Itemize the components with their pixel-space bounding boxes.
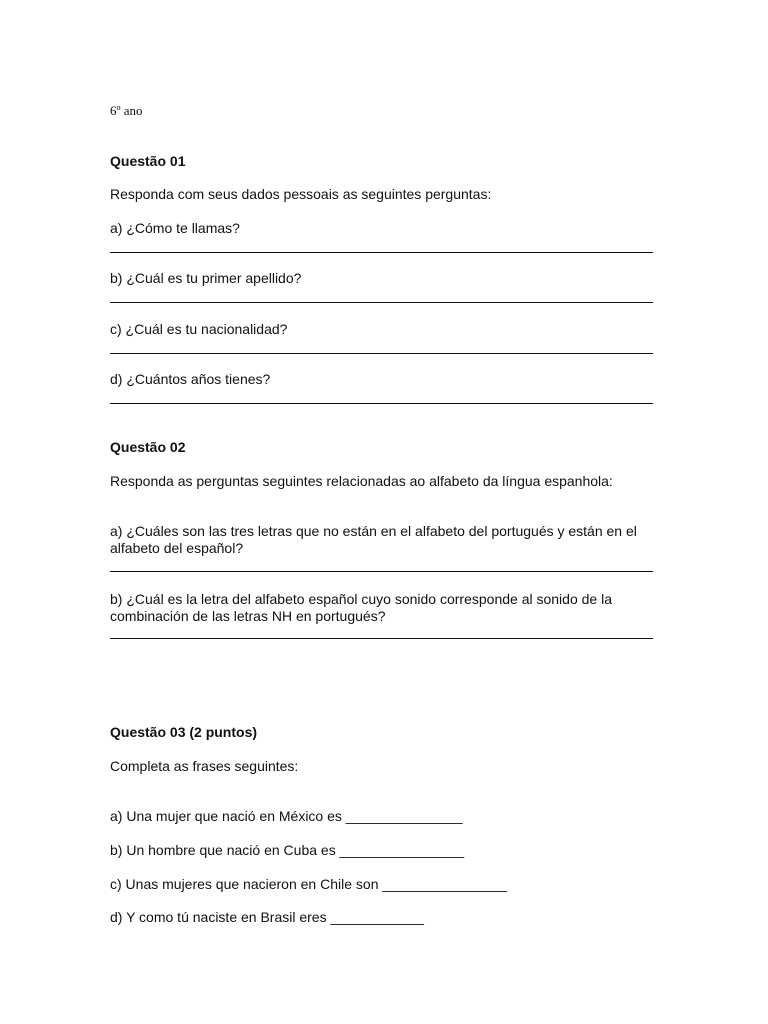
- question-01-heading: Questão 01: [110, 153, 186, 169]
- q2-item-b: b) ¿Cuál es la letra del alfabeto español cuyo sonido corresponde al sonido de la combinación de las letras NH en portugués?: [110, 591, 612, 624]
- grade-label: 6º ano: [110, 103, 143, 118]
- answer-line-q1-c[interactable]: [110, 353, 653, 354]
- q3-item-b: b) Un hombre que nació en Cuba es ________________: [110, 842, 465, 858]
- q1-item-a: a) ¿Cómo te llamas?: [110, 220, 240, 236]
- question-02-heading: Questão 02: [110, 439, 186, 455]
- question-03-instruction: Completa as frases seguintes:: [110, 758, 299, 774]
- q1-item-d: d) ¿Cuántos años tienes?: [110, 371, 271, 387]
- q2-item-a: a) ¿Cuáles son las tres letras que no están en el alfabeto del portugués y están en el alfabeto del español?: [110, 523, 637, 556]
- q3-item-c: c) Unas mujeres que nacieron en Chile son ________________: [110, 876, 507, 892]
- question-01-instruction: Responda com seus dados pessoais as seguintes perguntas:: [110, 186, 492, 202]
- question-02-instruction: Responda as perguntas seguintes relacionadas ao alfabeto da língua espanhola:: [110, 473, 613, 489]
- answer-line-q1-d[interactable]: [110, 403, 653, 404]
- q3-item-a: a) Una mujer que nació en México es _______________: [110, 808, 463, 824]
- answer-line-q2-b[interactable]: [110, 638, 653, 639]
- question-03-heading: Questão 03 (2 puntos): [110, 724, 258, 740]
- q3-item-d: d) Y como tú naciste en Brasil eres ____________: [110, 909, 424, 925]
- q1-item-c: c) ¿Cuál es tu nacionalidad?: [110, 321, 288, 337]
- answer-line-q1-b[interactable]: [110, 302, 653, 303]
- answer-line-q2-a[interactable]: [110, 571, 653, 572]
- answer-line-q1-a[interactable]: [110, 252, 653, 253]
- q1-item-b: b) ¿Cuál es tu primer apellido?: [110, 270, 302, 286]
